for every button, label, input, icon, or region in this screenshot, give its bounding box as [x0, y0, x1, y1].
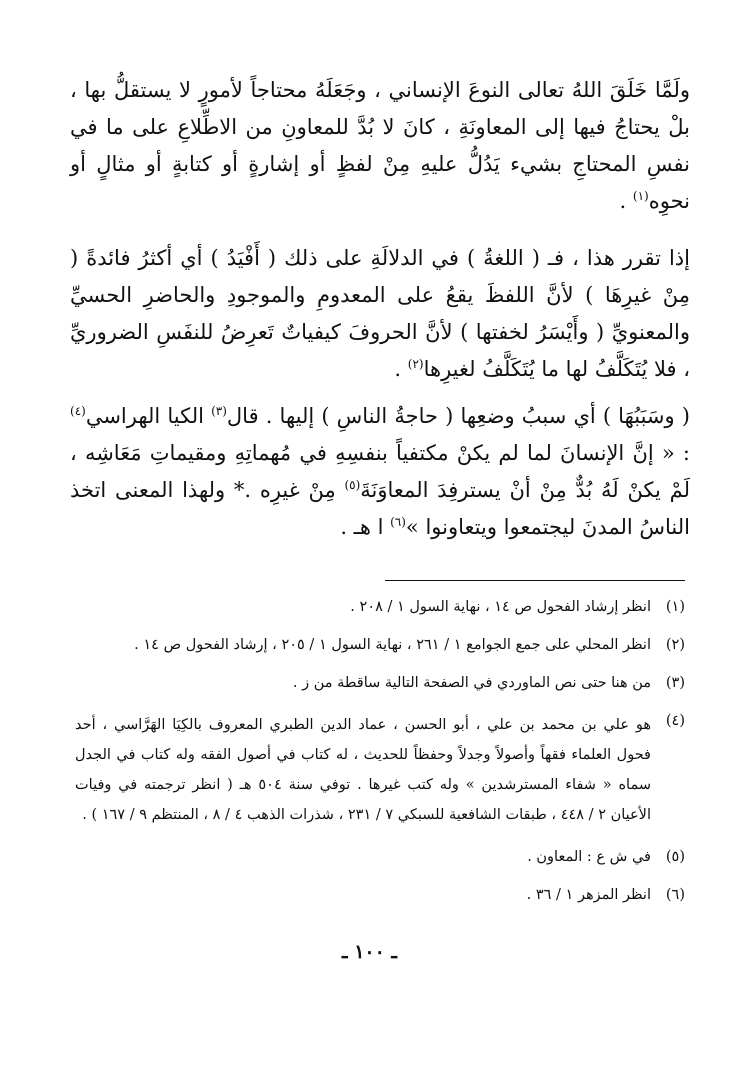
paragraph-3-text-a: ( وسَبَبُهَا ) أي سببُ وضعِها ( حاجةُ الناسِ ) إليها . قال — [226, 404, 690, 428]
footnote-number: (٢) — [665, 637, 685, 653]
footnote-3 — [75, 672, 685, 694]
paragraph-1-tail: . — [619, 189, 633, 213]
footnote-ref-3: (٣) — [211, 404, 227, 418]
paragraph-3-text-d: مِنْ غيرِه . — [244, 478, 345, 502]
footnote-5 — [75, 846, 685, 868]
paragraph-3-text-f: ا هـ . — [340, 515, 391, 539]
footnote-number: (٥) — [665, 849, 685, 865]
page-number: ـ ١٠٠ ـ — [342, 941, 397, 963]
footnote-text: انظر إرشاد الفحول ص ١٤ ، نهاية السول ١ / ٢٠٨ . — [350, 599, 651, 615]
footnote-number: (٦) — [665, 887, 685, 903]
footnote-1 — [75, 596, 685, 618]
paragraph-3-text-c: : « إنَّ الإنسانَ لما لم يكنْ مكتفياً بنفسِهِ في مُهماتِهِ ومقيماتِ مَعَاشِه ، لَمْ يكنْ لَهُ بُدٌّ مِنْ أنْ يسترفِدَ المعاوَنَةَ — [70, 441, 690, 502]
footnotes-list — [75, 596, 685, 922]
paragraph-3-text-e: * ولهذا المعنى اتخذ الناسُ المدنَ ليجتمعوا ويتعاونوا » — [70, 478, 690, 539]
paragraph-1-text: ولَمَّا خَلَقَ اللهُ تعالى النوعَ الإنساني ، وجَعَلَهُ محتاجاً لأمورٍ لا يستقلُّ بها ، بلْ يحتاجُ فيها إلى المعاونَةِ ، كانَ لا بُدَّ للمعاونِ من الاطِّلاعِ على ما في نفسِ المحتاجِ بشيء يَدُلُّ عليهِ مِنْ لفظٍ أو إشارةٍ أو كتابةٍ أو مثالٍ أو نحوِه — [70, 78, 690, 213]
footnote-ref-5: (٥) — [344, 478, 361, 492]
footnote-text: انظر المزهر ١ / ٣٦ . — [526, 887, 651, 903]
footnote-number: (٤) — [665, 713, 685, 729]
paragraph-3 — [70, 398, 690, 546]
footnote-ref-2: (٢) — [407, 357, 424, 371]
footnote-text: هو علي بن محمد بن علي ، أبو الحسن ، عماد الدين الطبري المعروف بالكِيَا الهَرَّاسي ، أحد فحول العلماء فقهاً وأصولاً وجدلاً وحفظاً للحديث ، له كتاب في أصول الفقه وله كتاب في الجدل سماه « شفاء المسترشدين » وله كتب غيرها . توفي سنة ٥٠٤ هـ ( انظر ترجمته في وفيات الأعيان ٢ / ٤٤٨ ، طبقات الشافعية للسبكي ٧ / ٢٣١ ، شذرات الذهب ٤ / ٨ ، المنتظم ٩ / ١٦٧ ) . — [75, 717, 652, 823]
footnote-number: (٣) — [665, 675, 685, 691]
footnote-ref-6: (٦) — [390, 515, 406, 529]
footnote-2 — [75, 634, 685, 656]
footnote-6 — [75, 884, 685, 906]
paragraph-2-text: إذا تقرر هذا ، فـ ( اللغةُ ) في الدلالَةِ على ذلك ( أَفْيَدُ ) أي أكثرُ فائدةً ( مِنْ غيرِهَا ) لأنَّ اللفظَ يقعُ على المعدومِ والموجودِ والحاضرِ الحسيِّ والمعنويِّ ( وأَيْسَرُ لخفتها ) لأنَّ الحروفَ كيفياتٌ تَعرِضُ للنفَسِ الضروريِّ ، فلا يُتَكَلَّفُ لها ما يُتَكَلَّفُ لغيرِها — [70, 246, 690, 381]
footnote-text: من هنا حتى نص الماوردي في الصفحة التالية ساقطة من ز . — [292, 675, 651, 691]
footnote-number: (١) — [665, 599, 685, 615]
paragraph-2-tail: . — [394, 357, 408, 381]
footnote-divider — [385, 580, 685, 581]
footnote-4 — [75, 710, 685, 830]
footnote-text: في ش ع : المعاون . — [527, 849, 651, 865]
footnote-ref-1: (١) — [632, 189, 649, 203]
footnote-ref-4: (٤) — [70, 404, 86, 418]
paragraph-3-text-b: الكيا الهراسي — [85, 404, 212, 428]
paragraph-1 — [70, 72, 690, 220]
paragraph-2 — [70, 240, 690, 388]
footnote-text: انظر المحلي على جمع الجوامع ١ / ٢٦١ ، نهاية السول ١ / ٢٠٥ ، إرشاد الفحول ص ١٤ . — [134, 637, 651, 653]
